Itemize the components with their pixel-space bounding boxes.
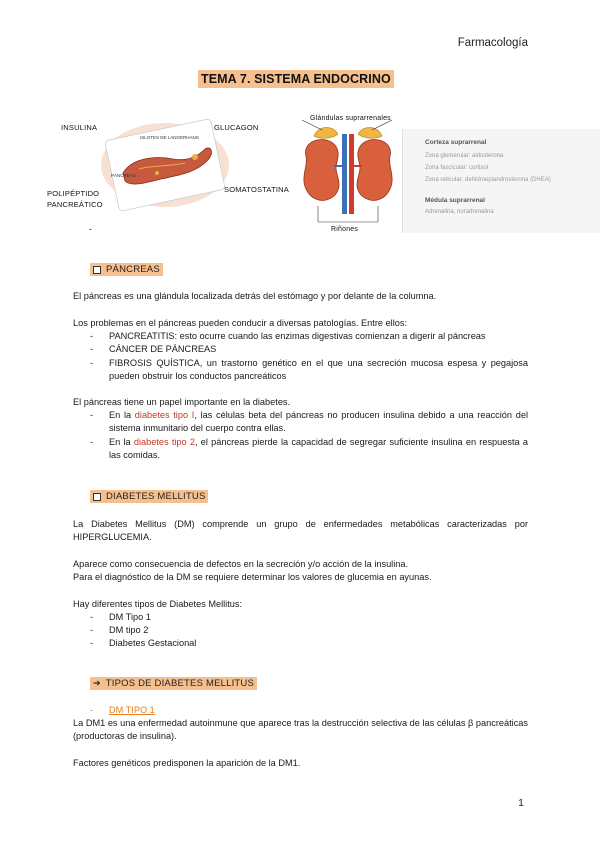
paragraph: La DM1 es una enfermedad autoinmune que aparece tras la destrucción selectiva de las células β pancreáticas (productoras de insulina). <box>73 718 528 741</box>
checkbox-icon <box>93 266 101 274</box>
checkbox-icon <box>93 493 101 501</box>
section-heading-text: TIPOS DE DIABETES MELLITUS <box>105 678 255 689</box>
course-header: Farmacología <box>457 37 528 49</box>
text-fragment: En la <box>109 410 135 420</box>
adrenal-info-panel <box>402 129 600 233</box>
list-item-dm2 <box>109 436 528 462</box>
bullet-dash: - <box>90 344 94 354</box>
corteza-title: Corteza suprarrenal <box>425 139 487 146</box>
bullet-dash: - <box>90 331 94 341</box>
section-heading-diabetes <box>90 490 208 503</box>
subheading-dm-tipo-1: DM TIPO 1 <box>109 705 155 715</box>
paragraph: Para el diagnóstico de la DM se requiere determinar los valores de glucemia en ayunas. <box>73 572 432 582</box>
section-heading-tipos <box>90 677 257 690</box>
section-heading-text: PÁNCREAS <box>106 264 160 275</box>
paragraph: Aparece como consecuencia de defectos en la secreción y/o acción de la insulina. <box>73 559 409 569</box>
label-rinones: Riñones <box>331 226 359 233</box>
bullet-dash: - <box>90 705 94 715</box>
paragraph: El páncreas tiene un papel importante en la diabetes. <box>73 397 291 407</box>
label-islotes: ISLOTES DE LANGERHANS <box>140 135 199 140</box>
label-glucagon: GLUCAGON <box>214 123 259 132</box>
corteza-line: Zona reticular: dehidroepiandrosterona (DHEA) <box>425 177 551 183</box>
text-fragment: , el páncreas pierde la capacidad de segregar suficiente insulina en respuesta a las comidas. <box>109 437 528 460</box>
corteza-line: Zona glomerular: aldosterona <box>425 153 504 159</box>
label-glandulas: Glándulas suprarrenales <box>310 115 391 122</box>
kidneys-illustration <box>292 106 404 238</box>
section-heading-pancreas <box>90 263 163 276</box>
text-fragment: En la <box>109 437 134 447</box>
paragraph: Factores genéticos predisponen la aparición de la DM1. <box>73 758 301 768</box>
label-somatostatina: SOMATOSTATINA <box>224 185 289 194</box>
list-item: CÁNCER DE PÁNCREAS <box>109 344 217 354</box>
corteza-line: Zona fascicular: cortisol <box>425 165 489 171</box>
figure-dash: - <box>89 224 92 234</box>
list-item: DM Tipo 1 <box>109 612 151 622</box>
bullet-dash: - <box>90 437 94 447</box>
paragraph: Hay diferentes tipos de Diabetes Mellitus: <box>73 599 243 609</box>
label-pancreatico: PANCREÁTICO <box>47 200 103 209</box>
list-item: Diabetes Gestacional <box>109 638 197 648</box>
paragraph: La Diabetes Mellitus (DM) comprende un grupo de enfermedades metabólicas caracterizadas por HIPERGLUCEMIA. <box>73 519 528 542</box>
label-pancreas: PÁNCREAS <box>111 173 136 178</box>
label-insulina: INSULINA <box>61 123 98 132</box>
label-polipeptido: POLIPÉPTIDO <box>47 189 100 198</box>
text-fragment: , las células beta del páncreas no producen insulina debido a una reacción del sistema inmunitario del cuerpo contra ellas. <box>109 410 528 433</box>
medula-line: Adrenalina, noradrenalina <box>425 209 494 215</box>
medula-title: Médula suprarrenal <box>425 197 485 204</box>
bullet-dash: - <box>90 358 94 368</box>
paragraph: Los problemas en el páncreas pueden conducir a diversas patologías. Entre ellos: <box>73 318 408 328</box>
list-item: FIBROSIS QUÍSTICA, un trastorno genético en el que una secreción mucosa espesa y pegajosa pueden obstruir los conductos pancreáticos <box>109 358 528 381</box>
pancreas-illustration <box>95 115 235 215</box>
bullet-dash: - <box>90 612 94 622</box>
list-item-dm1 <box>109 409 528 435</box>
list-item: PANCREATITIS: esto ocurre cuando las enzimas digestivas comienzan a digerir al páncreas <box>109 331 486 341</box>
arrow-icon: ➔ <box>93 678 101 688</box>
bullet-dash: - <box>90 410 94 420</box>
section-heading-text: DIABETES MELLITUS <box>106 491 206 502</box>
paragraph: El páncreas es una glándula localizada detrás del estómago y por delante de la columna. <box>73 291 437 301</box>
highlight-text: diabetes tipo 2 <box>133 437 195 447</box>
highlight-text: diabetes tipo I <box>134 410 195 420</box>
bullet-dash: - <box>90 638 94 648</box>
page-title: TEMA 7. SISTEMA ENDOCRINO <box>198 70 394 88</box>
bullet-dash: - <box>90 625 94 635</box>
page-number: 1 <box>518 797 524 809</box>
list-item: DM tipo 2 <box>109 625 149 635</box>
